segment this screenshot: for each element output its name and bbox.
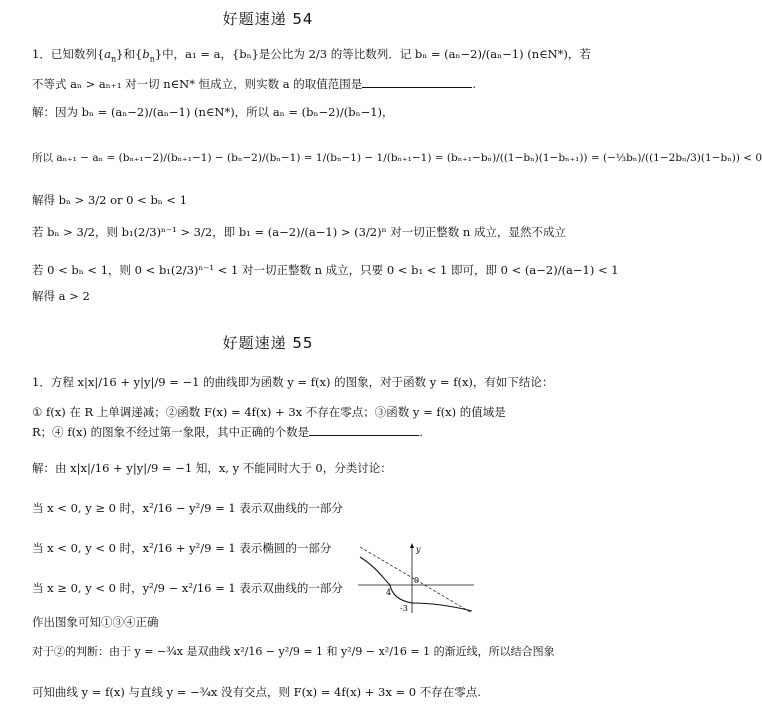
answer-blank-55 bbox=[309, 424, 419, 436]
problem-55-line1: 1．方程 x|x|/16 + y|y|/9 = −1 的曲线即为函数 y = f(x) 的图象，对于函数 y = f(x)，有如下结论： bbox=[32, 375, 554, 389]
curve-graph bbox=[356, 543, 476, 615]
sol-55-7: 可知曲线 y = f(x) 与直线 y = −¾x 没有交点，则 F(x) = 4f(x) + 3x = 0 不存在零点. bbox=[32, 685, 481, 699]
sol-55-2: 当 x < 0, y ≥ 0 时，x²/16 − y²/9 = 1 表示双曲线的一部分 bbox=[32, 501, 343, 515]
graph-label-y: y bbox=[416, 545, 421, 554]
answer-blank-54 bbox=[362, 76, 472, 88]
graph-label-neg: -3 bbox=[400, 604, 408, 613]
problem-54-line2: 不等式 aₙ > aₙ₊₁ 对一切 n∈N* 恒成立，则实数 a 的取值范围是 . bbox=[32, 77, 476, 91]
sol-54-2: 所以 aₙ₊₁ − aₙ = (bₙ₊₁−2)/(bₙ₊₁−1) − (bₙ−2)/(bₙ−1) = 1/(bₙ−1) − 1/(bₙ₊₁−1) = (bₙ₊₁−bₙ)/((1−bₙ)(1−bₙ₊₁)) = (−⅓bₙ)/((1−2bₙ/3)(1−bₙ)) < 0 bbox=[32, 152, 762, 164]
problem-55-line3: R；④ f(x) 的图象不经过第一象限，其中正确的个数是 . bbox=[32, 425, 423, 439]
sol-55-6: 对于②的判断：由于 y = −¾x 是双曲线 x²/16 − y²/9 = 1 和 y²/9 − x²/16 = 1 的渐近线，所以结合图象 bbox=[32, 645, 555, 658]
sol-54-1: 解：因为 bₙ = (aₙ−2)/(aₙ−1) (n∈N*)，所以 aₙ = (bₙ−2)/(bₙ−1)， bbox=[32, 105, 394, 119]
sol-54-5: 若 0 < bₙ < 1，则 0 < b₁(2/3)ⁿ⁻¹ < 1 对一切正整数 n 成立，只要 0 < b₁ < 1 即可，即 0 < (a−2)/(a−1) < 1 bbox=[32, 263, 619, 277]
sol-55-1: 解：由 x|x|/16 + y|y|/9 = −1 知，x, y 不能同时大于 0，分类讨论： bbox=[32, 461, 392, 475]
problem-55-line2: ① f(x) 在 R 上单调递减；②函数 F(x) = 4f(x) + 3x 不存在零点；③函数 y = f(x) 的值域是 bbox=[32, 405, 506, 419]
seq-notation: $\{a_n\}$和$\{b_n\}$ bbox=[96, 47, 163, 64]
problem-54-line1 bbox=[32, 46, 591, 67]
section-title-54: 好题速递 54 bbox=[222, 10, 314, 28]
y-axis-arrow bbox=[410, 543, 414, 548]
ellipse-arc bbox=[390, 585, 412, 603]
problem-54-prefix: 1．已知数列 bbox=[32, 47, 97, 61]
sol-54-6: 解得 a > 2 bbox=[32, 289, 90, 303]
problem-55-line3-text: R；④ f(x) 的图象不经过第一象限，其中正确的个数是 bbox=[32, 425, 310, 439]
problem-54-rest: 中，a₁ = a，{bₙ}是公比为 2/3 的等比数列．记 bₙ = (aₙ−2)/(aₙ−1) (n∈N*)，若 bbox=[162, 47, 591, 61]
sol-54-4: 若 bₙ > 3/2，则 b₁(2/3)ⁿ⁻¹ > 3/2，即 b₁ = (a−2)/(a−1) > (3/2)ⁿ 对一切正整数 n 成立，显然不成立 bbox=[32, 225, 566, 239]
hyperbola-branch-left bbox=[360, 557, 390, 585]
sol-55-4: 当 x ≥ 0, y < 0 时，y²/9 − x²/16 = 1 表示双曲线的一部分 bbox=[32, 581, 343, 595]
sol-55-3: 当 x < 0, y < 0 时，x²/16 + y²/9 = 1 表示椭圆的一部分 bbox=[32, 541, 332, 555]
sol-55-5: 作出图象可知①③④正确 bbox=[32, 615, 159, 629]
problem-54-line2-text: 不等式 aₙ > aₙ₊₁ 对一切 n∈N* 恒成立，则实数 a 的取值范围是 bbox=[32, 77, 363, 91]
hyperbola-branch-right bbox=[412, 603, 472, 611]
graph-label-x: 4 bbox=[386, 588, 392, 597]
graph-label-origin: 0 bbox=[414, 576, 420, 585]
section-title-55: 好题速递 55 bbox=[222, 334, 314, 352]
sol-54-3: 解得 bₙ > 3/2 or 0 < bₙ < 1 bbox=[32, 193, 188, 207]
